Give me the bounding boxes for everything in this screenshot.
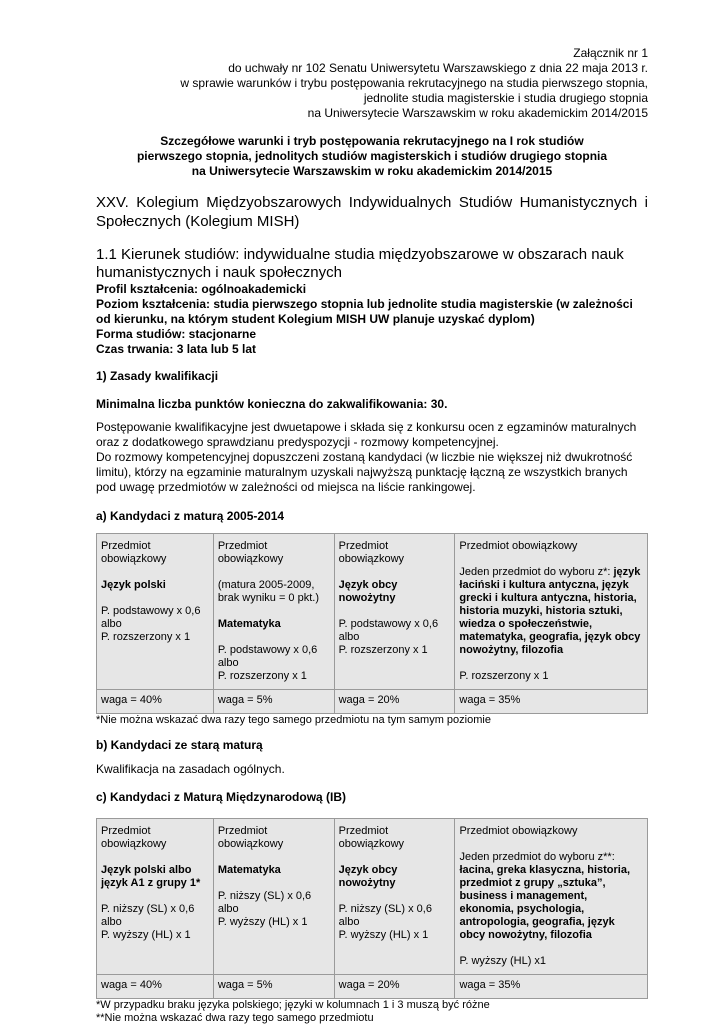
cell-label: Przedmiot obowiązkowy — [217, 825, 284, 850]
section-1-heading: 1) Zasady kwalifikacji — [96, 369, 219, 383]
table-cell — [213, 819, 334, 975]
cell-level: P. wyższy (HL) x 1 — [101, 929, 191, 941]
cell-label: Przedmiot obowiązkowy — [338, 825, 405, 850]
cell-level: P. podstawowy x 0,6 — [101, 605, 201, 617]
cell-subject: Język polski albo język A1 z grupy 1* — [101, 864, 201, 889]
title-line: na Uniwersytecie Warszawskim w roku akademickim 2014/2015 — [191, 164, 553, 178]
cell-level: P. rozszerzony x 1 — [338, 644, 428, 656]
program-duration: Czas trwania: 3 lata lub 5 lat — [96, 342, 257, 356]
cell-label: Przedmiot obowiązkowy — [101, 540, 167, 565]
table-cell — [334, 534, 455, 690]
choice-subjects: łacina, greka klasyczna, historia, przedmiot z grupy „sztuka”, business i management, ekonomia, psychologia, antropologia, geografia, język obcy nowożytny, filozofia — [459, 864, 631, 941]
footnote-c-2: **Nie można wskazać dwa razy tego samego przedmiotu — [96, 1012, 374, 1024]
table-cell — [455, 534, 648, 690]
cell-level: P. wyższy (HL) x 1 — [217, 916, 308, 928]
weight-cell: waga = 20% — [334, 690, 455, 714]
attachment-line: Załącznik nr 1 — [573, 46, 648, 60]
document-title — [96, 134, 648, 179]
cell-level: P. rozszerzony x 1 — [101, 631, 191, 643]
cell-subject: Matematyka — [217, 618, 281, 630]
section-b-heading: b) Kandydaci ze starą maturą — [96, 738, 263, 752]
document-page — [96, 46, 648, 1025]
cell-label: Przedmiot obowiązkowy — [338, 540, 405, 565]
table-matura-ib — [96, 818, 648, 999]
weight-cell: waga = 40% — [97, 690, 214, 714]
table-row — [97, 690, 648, 714]
qualification-para-1: Postępowanie kwalifikacyjne jest dwuetapowe i składa się z konkursu ocen z egzaminów maturalnych oraz z dodatkowego sprawdzianu predyspozycji - rozmowy kompetencyjnej. — [96, 420, 637, 449]
section-a-heading: a) Kandydaci z maturą 2005-2014 — [96, 509, 285, 523]
table-cell — [334, 819, 455, 975]
cell-subject: Matematyka — [217, 864, 281, 876]
choice-prefix: Jeden przedmiot do wyboru z*: — [459, 566, 614, 578]
cell-level: albo — [338, 631, 360, 643]
table-cell — [97, 819, 214, 975]
table-row — [97, 975, 648, 999]
choice-prefix: Jeden przedmiot do wyboru z**: — [459, 851, 615, 863]
cell-subject: Język obcy nowożytny — [338, 579, 398, 604]
table-matura-2005-2014 — [96, 533, 648, 714]
weight-cell: waga = 20% — [334, 975, 455, 999]
cell-level: P. niższy (SL) x 0,6 — [101, 903, 195, 915]
cell-note: (matura 2005-2009, brak wyniku = 0 pkt.) — [217, 579, 319, 604]
college-heading: XXV. Kolegium Międzyobszarowych Indywidualnych Studiów Humanistycznych i Społecznych (Kolegium MISH) — [96, 194, 648, 230]
cell-subject: Język obcy nowożytny — [338, 864, 398, 889]
weight-cell: waga = 5% — [213, 690, 334, 714]
cell-level: albo — [217, 903, 239, 915]
section-c-heading: c) Kandydaci z Maturą Międzynarodową (IB) — [96, 790, 347, 804]
cell-level: P. rozszerzony x 1 — [459, 670, 549, 682]
attachment-line: jednolite studia magisterskie i studia drugiego stopnia — [363, 91, 648, 105]
weight-cell: waga = 35% — [455, 975, 648, 999]
program-profile: Profil kształcenia: ogólnoakademicki — [96, 282, 307, 296]
footnote-c-1: *W przypadku braku języka polskiego; języki w kolumnach 1 i 3 muszą być różne — [96, 999, 490, 1011]
qualification-para-2: Do rozmowy kompetencyjnej dopuszczeni zostaną kandydaci (w liczbie nie większej niż dwukrotność limitu), którzy na egzaminie maturalnym uzyskali najwyższą punktację łączną ze wszystkich branych pod uwagę przedmiotów w zależności od miejsca na liście rankingowej. — [96, 450, 633, 494]
cell-level: albo — [101, 618, 122, 630]
cell-label: Przedmiot obowiązkowy — [459, 825, 578, 837]
cell-level: P. niższy (SL) x 0,6 — [217, 890, 312, 902]
cell-level: P. wyższy (HL) x 1 — [338, 929, 429, 941]
title-line: Szczegółowe warunki i tryb postępowania rekrutacyjnego na I rok studiów — [160, 134, 584, 148]
weight-cell: waga = 40% — [97, 975, 214, 999]
min-points: Minimalna liczba punktów konieczna do zakwalifikowania: 30. — [96, 397, 448, 411]
cell-level: albo — [217, 657, 239, 669]
table-row — [97, 534, 648, 690]
attachment-line: do uchwały nr 102 Senatu Uniwersytetu Warszawskiego z dnia 22 maja 2013 r. — [228, 61, 648, 75]
attachment-header — [96, 46, 648, 121]
weight-cell: waga = 35% — [455, 690, 648, 714]
cell-label: Przedmiot obowiązkowy — [217, 540, 284, 565]
cell-label: Przedmiot obowiązkowy — [459, 540, 578, 552]
cell-level: P. rozszerzony x 1 — [217, 670, 307, 682]
cell-choice — [459, 566, 643, 657]
choice-subjects: język łaciński i kultura antyczna, język grecki i kultura antyczna, historia, historia muzyki, historia sztuki, wiedza o społeczeństwie, matematyka, geografia, język obcy nowożytny, filozofia — [459, 566, 641, 656]
cell-level: P. wyższy (HL) x1 — [459, 955, 547, 967]
attachment-line: w sprawie warunków i trybu postępowania rekrutacyjnego na studia pierwszego stopnia, — [180, 76, 648, 90]
title-line: pierwszego stopnia, jednolitych studiów magisterskich i studiów drugiego stopnia — [136, 149, 608, 163]
cell-level: albo — [338, 916, 360, 928]
weight-cell: waga = 5% — [213, 975, 334, 999]
section-b-text: Kwalifikacja na zasadach ogólnych. — [96, 762, 285, 776]
cell-subject: Język polski — [101, 579, 166, 591]
footnote-a: *Nie można wskazać dwa razy tego samego przedmiotu na tym samym poziomie — [96, 714, 491, 726]
cell-level: P. podstawowy x 0,6 — [217, 644, 318, 656]
cell-level: P. podstawowy x 0,6 — [338, 618, 439, 630]
cell-level: albo — [101, 916, 122, 928]
table-cell — [97, 534, 214, 690]
attachment-line: na Uniwersytecie Warszawskim w roku akademickim 2014/2015 — [307, 106, 648, 120]
table-row — [97, 819, 648, 975]
program-heading: 1.1 Kierunek studiów: indywidualne studia międzyobszarowe w obszarach nauk humanistycznych i nauk społecznych — [96, 246, 624, 281]
cell-level: P. niższy (SL) x 0,6 — [338, 903, 432, 915]
cell-label: Przedmiot obowiązkowy — [101, 825, 167, 850]
program-form: Forma studiów: stacjonarne — [96, 327, 257, 341]
program-level: Poziom kształcenia: studia pierwszego stopnia lub jednolite studia magisterskie (w zależności od kierunku, na którym student Kolegium MISH UW planuje uzyskać dyplom) — [96, 297, 633, 326]
table-cell — [213, 534, 334, 690]
table-cell — [455, 819, 648, 975]
